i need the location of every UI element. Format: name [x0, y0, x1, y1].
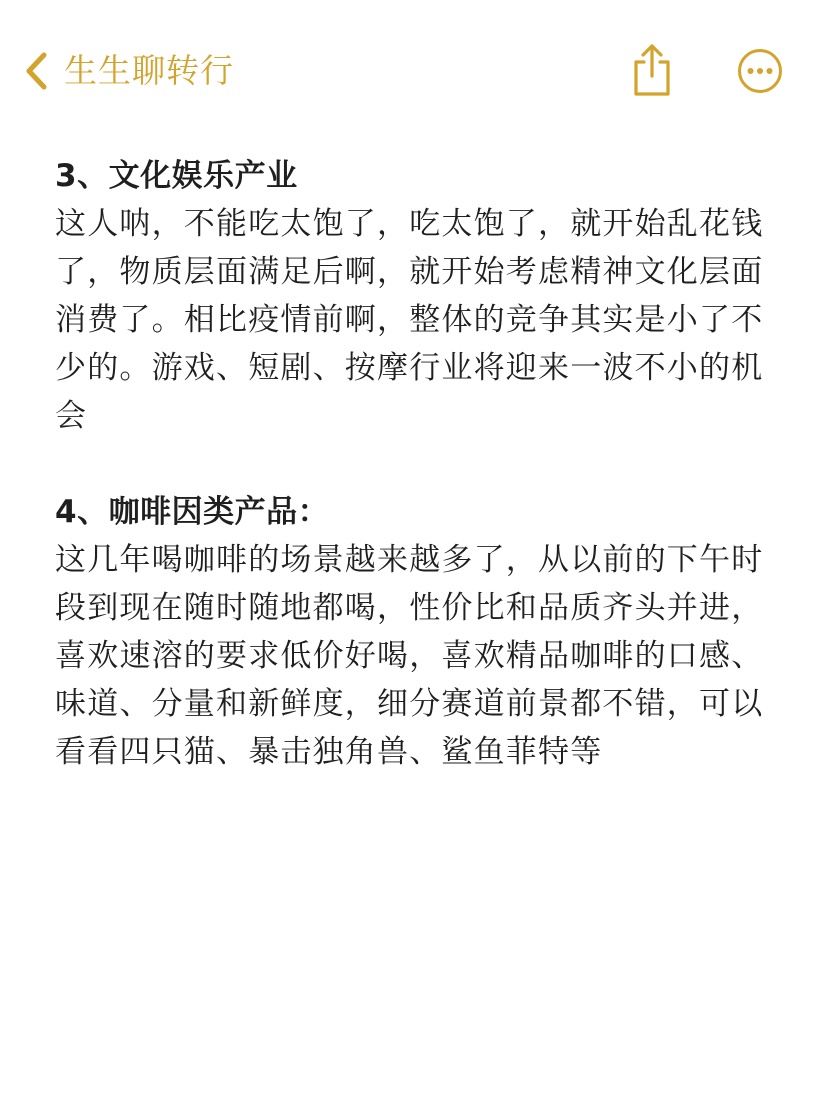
more-button[interactable] [736, 47, 784, 95]
note-section [55, 488, 795, 776]
section-body: 这人呐，不能吃太饱了，吃太饱了，就开始乱花钱了，物质层面满足后啊，就开始考虑精神文化层面消费了。相比疫情前啊，整体的竞争其实是小了不少的。游戏、短剧、按摩行业将迎来一波不小的机会 [55, 206, 764, 434]
note-content [55, 152, 795, 824]
back-label: 生生聊转行 [64, 51, 234, 90]
back-button[interactable] [22, 48, 234, 94]
section-body: 这几年喝咖啡的场景越来越多了，从以前的下午时段到现在随时随地都喝，性价比和品质齐头并进，喜欢速溶的要求低价好喝，喜欢精品咖啡的口感、味道、分量和新鲜度，细分赛道前景都不错，可以看看四只猫、暴击独角兽、鲨鱼菲特等 [55, 542, 764, 770]
share-icon [628, 40, 676, 98]
navigation-bar [0, 0, 828, 140]
section-title: 3、文化娱乐产业 [55, 158, 298, 194]
more-horizontal-icon [736, 47, 784, 95]
section-title: 4、咖啡因类产品： [55, 494, 330, 530]
share-button[interactable] [628, 40, 676, 98]
chevron-left-icon [22, 49, 52, 93]
note-section [55, 152, 795, 440]
